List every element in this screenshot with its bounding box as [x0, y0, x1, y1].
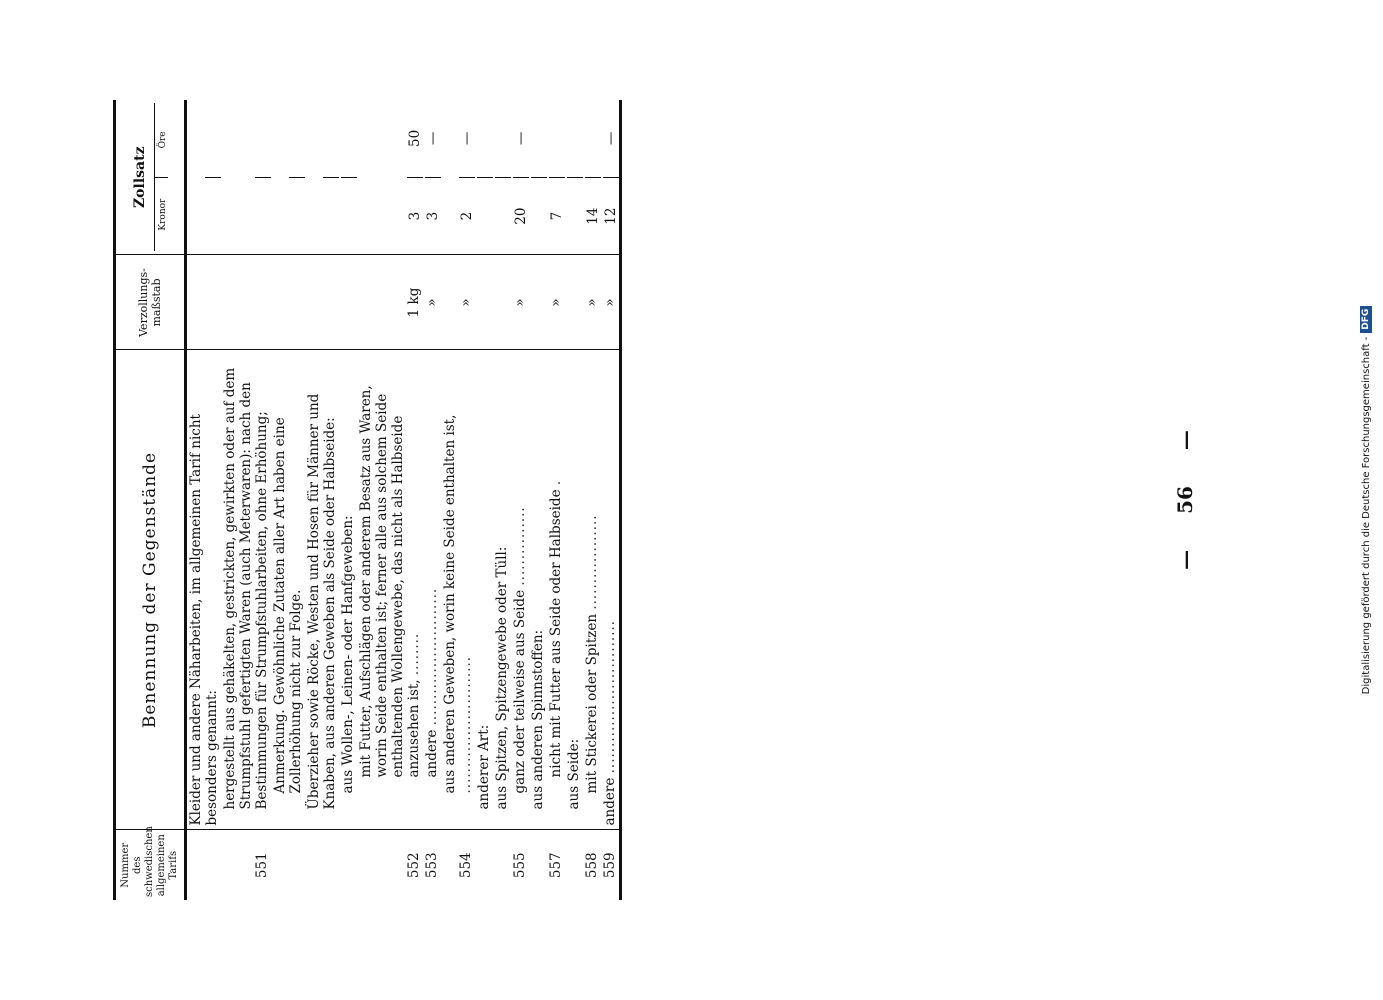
tariff-number: 554 [458, 852, 474, 879]
rate-values [289, 100, 305, 255]
rate-kronor: 12 [603, 177, 619, 255]
rate-cell [547, 100, 565, 255]
page-dash-left: — [1173, 549, 1197, 570]
tariff-number: 551 [254, 852, 270, 879]
tariff-number-cell [271, 830, 305, 900]
rate-ore [531, 100, 547, 177]
rate-cell [529, 100, 547, 255]
description-text: andere [602, 777, 618, 826]
unit-value: 1 kg [406, 287, 422, 318]
rate-ore: 50 [407, 129, 423, 147]
footer-credit [1360, 0, 1372, 1000]
rate-cell [565, 100, 583, 255]
description-text: hergestellt aus gehäkelten, gestrickten, gewirkten oder auf dem Strumpfstuhl gefertigten Waren (auch Meterwaren): nach den Bestimmungen für Strumpfstuhlarbeiten, ohne Erhöhung; [222, 367, 270, 810]
table-row [583, 100, 601, 900]
unit-cell [547, 255, 565, 350]
tariff-number-cell [186, 830, 222, 900]
table-row [493, 100, 511, 900]
table-row [565, 100, 583, 900]
header-kronor: Kronor [155, 177, 168, 252]
rate-cell [511, 100, 529, 255]
unit-cell [529, 255, 547, 350]
description-cell [475, 350, 493, 830]
header-ore: Öre [158, 131, 168, 149]
unit-cell [565, 255, 583, 350]
leader-dots: ............................. [602, 619, 618, 774]
table-row [339, 100, 357, 900]
rate-ore [477, 100, 493, 177]
rate-kronor: 7 [549, 177, 565, 255]
description-cell [339, 350, 357, 830]
unit-cell [441, 255, 475, 350]
rate-cell [357, 100, 423, 255]
description-text: aus Wollen-, Leinen- oder Hanfgeweben: [340, 515, 356, 794]
description-text: ganz oder teilweise aus Seide [512, 589, 528, 794]
tariff-number-cell [305, 830, 339, 900]
rate-values [495, 100, 511, 255]
description-cell [511, 350, 529, 830]
table-row [441, 100, 475, 900]
table-row [186, 100, 222, 900]
rate-cell [583, 100, 601, 255]
description-cell [493, 350, 511, 830]
table-row [221, 100, 271, 900]
rate-cell [423, 100, 441, 255]
tariff-number-cell [357, 830, 423, 900]
unit-value: » [458, 298, 474, 307]
header-rate [115, 100, 186, 255]
description-cell [271, 350, 305, 830]
rate-kronor: 3 [425, 177, 441, 255]
tariff-number-cell [547, 830, 565, 900]
description-cell [186, 350, 222, 830]
table-row [547, 100, 565, 900]
rate-cell [339, 100, 357, 255]
rate-kronor [255, 177, 271, 255]
rate-kronor: 20 [513, 177, 529, 255]
leader-dots: ........ [406, 632, 422, 676]
tariff-number-cell [583, 830, 601, 900]
header-description: Benennung der Gegenstände [115, 350, 186, 830]
unit-value: » [424, 298, 440, 307]
description-cell [423, 350, 441, 830]
tariff-number: 559 [602, 852, 618, 879]
description-cell [441, 350, 475, 830]
description-text: aus Seide: [566, 738, 582, 810]
rate-cell [441, 100, 475, 255]
rate-kronor [205, 177, 221, 255]
rate-kronor: 14 [585, 177, 601, 255]
rate-ore: — [459, 131, 475, 146]
rate-ore: — [513, 131, 529, 146]
description-cell [583, 350, 601, 830]
rate-values [513, 100, 529, 255]
description-text: mit Futter, Aufschlägen oder anderem Besatz aus Waren, worin Seide enthalten ist; ferner alle aus solchem Seide enthaltenden Wollengewebe, das nicht als Halbseide anzusehen ist, [358, 385, 422, 778]
page-dash-right: — [1173, 430, 1197, 451]
table-row [475, 100, 493, 900]
unit-cell [271, 255, 305, 350]
tariff-number-cell [511, 830, 529, 900]
rate-ore [341, 100, 357, 177]
rate-values [531, 100, 547, 255]
rate-kronor [495, 177, 511, 255]
description-text: Anmerkung. Gewöhnliche Zutaten aller Art haben eine Zollerhöhung nicht zur Folge. [272, 417, 304, 794]
unit-cell [186, 255, 222, 350]
rate-ore: — [425, 131, 441, 146]
tariff-number-cell [565, 830, 583, 900]
rate-values [603, 100, 619, 255]
table-row [305, 100, 339, 900]
description-text: Kleider und andere Näharbeiten, im allgemeinen Tarif nicht besonders genannt: [188, 414, 220, 826]
unit-cell [511, 255, 529, 350]
tariff-number: 552 [406, 852, 422, 879]
rate-kronor [477, 177, 493, 255]
table-row [423, 100, 441, 900]
table-row [511, 100, 529, 900]
tariff-number: 553 [424, 852, 440, 879]
unit-cell [423, 255, 441, 350]
description-cell [601, 350, 621, 830]
rate-ore: — [603, 131, 619, 146]
unit-value: » [548, 298, 564, 307]
rate-kronor [289, 177, 305, 255]
description-cell [221, 350, 271, 830]
rate-ore [585, 100, 601, 177]
unit-cell [221, 255, 271, 350]
rate-ore [549, 100, 565, 177]
leader-dots: .......................... [424, 587, 440, 726]
description-cell [305, 350, 339, 830]
leader-dots: .......................... [458, 655, 474, 794]
table-row [529, 100, 547, 900]
leader-dots: ............... [512, 506, 528, 586]
header-row [115, 100, 186, 900]
leader-dots: . [548, 479, 564, 486]
rate-ore [495, 100, 511, 177]
unit-value: » [602, 298, 618, 307]
rate-kronor [567, 177, 583, 255]
tariff-number: 558 [584, 852, 600, 879]
description-text: andere [424, 729, 440, 778]
rate-cell [271, 100, 305, 255]
description-text: Überzieher sowie Röcke, Westen und Hosen für Männer und Knaben, aus anderen Geweben als Seide oder Halbseide: [306, 393, 338, 810]
rate-kronor: 3 [407, 177, 423, 255]
tariff-number: 557 [548, 852, 564, 879]
header-unit: Verzollungs-maßstab [115, 255, 186, 350]
rate-cell [305, 100, 339, 255]
unit-value: » [512, 298, 528, 307]
rate-values [323, 100, 339, 255]
rate-values [255, 100, 271, 255]
rate-values [407, 100, 423, 255]
rate-values [341, 100, 357, 255]
rate-cell [493, 100, 511, 255]
header-number: Nummer des schwedischen allgemeinen Tarifs [115, 830, 186, 900]
rate-ore [289, 100, 305, 177]
description-text: aus Spitzen, Spitzengewebe oder Tüll: [494, 546, 510, 810]
rate-ore [567, 100, 583, 177]
page-number-value: 56 [1173, 486, 1197, 514]
rate-values [567, 100, 583, 255]
rate-ore [205, 100, 221, 177]
table-row [601, 100, 621, 900]
rate-values [549, 100, 565, 255]
tariff-number-cell [339, 830, 357, 900]
tariff-body [186, 100, 621, 900]
tariff-number-cell [601, 830, 621, 900]
tariff-number-cell [529, 830, 547, 900]
table-row [271, 100, 305, 900]
description-cell [547, 350, 565, 830]
unit-value: » [584, 298, 600, 307]
tariff-number-cell [475, 830, 493, 900]
rate-cell [601, 100, 621, 255]
description-text: aus anderen Geweben, worin keine Seide enthalten ist, [442, 414, 458, 794]
tariff-table [113, 100, 622, 900]
unit-cell [305, 255, 339, 350]
rate-cell [186, 100, 222, 255]
unit-cell [357, 255, 423, 350]
unit-cell [601, 255, 621, 350]
rate-kronor [323, 177, 339, 255]
table-row [357, 100, 423, 900]
rate-values [425, 100, 441, 255]
description-text: mit Stickerei oder Spitzen [584, 613, 600, 794]
description-text: aus anderen Spinnstoffen: [530, 629, 546, 810]
unit-cell [493, 255, 511, 350]
description-text: anderer Art: [476, 724, 492, 810]
tariff-number: 555 [512, 852, 528, 879]
rate-kronor [531, 177, 547, 255]
unit-cell [475, 255, 493, 350]
rate-values [459, 100, 475, 255]
page-number [1173, 0, 1197, 1000]
rate-values [205, 100, 221, 255]
tariff-number-cell [441, 830, 475, 900]
unit-cell [339, 255, 357, 350]
dfg-logo: DFG [1360, 306, 1372, 333]
leader-dots: .................. [584, 514, 600, 610]
tariff-number-cell [423, 830, 441, 900]
description-cell [565, 350, 583, 830]
header-rate-sub [154, 103, 168, 252]
unit-cell [583, 255, 601, 350]
rate-values [585, 100, 601, 255]
description-text: nicht mit Futter aus Seide oder Halbseide [548, 489, 564, 778]
description-cell [529, 350, 547, 830]
header-rate-title: Zollsatz [132, 146, 148, 209]
tariff-number-cell [221, 830, 271, 900]
rate-ore [255, 100, 271, 177]
rate-cell [475, 100, 493, 255]
rate-ore [323, 100, 339, 177]
footer-text: Digitalisierung gefördert durch die Deutsche Forschungsgemeinschaft - [1360, 336, 1372, 695]
rate-values [477, 100, 493, 255]
rate-kronor: 2 [459, 177, 475, 255]
tariff-number-cell [493, 830, 511, 900]
rate-kronor [341, 177, 357, 255]
rate-cell [221, 100, 271, 255]
description-cell [357, 350, 423, 830]
